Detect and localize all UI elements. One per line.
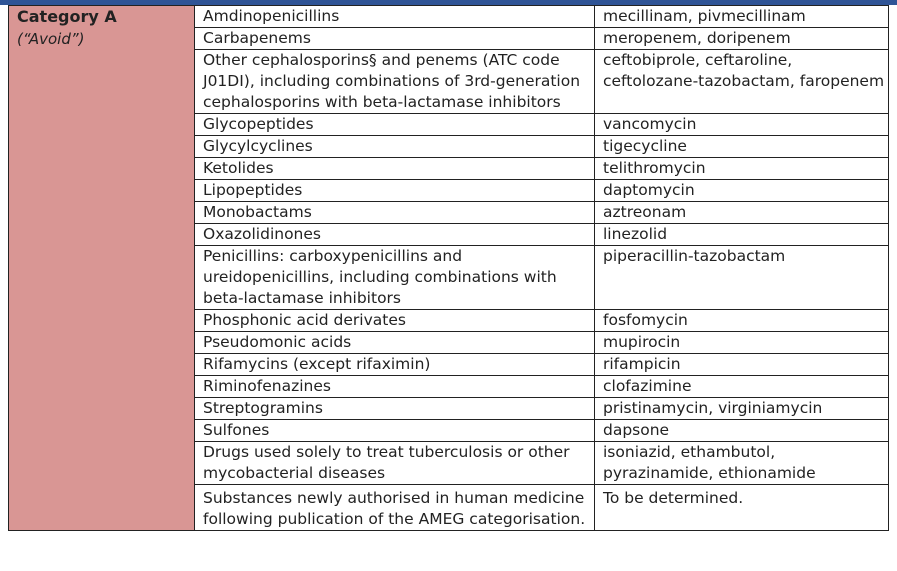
table-body <box>9 6 889 531</box>
class-cell: Glycopeptides <box>195 114 595 136</box>
substances-cell: rifampicin <box>595 354 889 376</box>
category-cell <box>9 6 195 531</box>
substances-cell: telithromycin <box>595 158 889 180</box>
substances-cell: mecillinam, pivmecillinam <box>595 6 889 28</box>
class-cell: Oxazolidinones <box>195 224 595 246</box>
class-cell: Monobactams <box>195 202 595 224</box>
class-cell: Riminofenazines <box>195 376 595 398</box>
substances-cell: meropenem, doripenem <box>595 28 889 50</box>
class-cell: Ketolides <box>195 158 595 180</box>
substances-cell: isoniazid, ethambutol, pyrazinamide, ethionamide <box>595 442 889 485</box>
substances-cell: mupirocin <box>595 332 889 354</box>
substances-cell: piperacillin-tazobactam <box>595 246 889 310</box>
substances-cell: pristinamycin, virginiamycin <box>595 398 889 420</box>
class-cell: Pseudomonic acids <box>195 332 595 354</box>
class-cell: Drugs used solely to treat tuberculosis or other mycobacterial diseases <box>195 442 595 485</box>
substances-cell: To be determined. <box>595 485 889 531</box>
substances-cell: clofazimine <box>595 376 889 398</box>
class-cell: Carbapenems <box>195 28 595 50</box>
category-a-table <box>8 5 889 531</box>
class-cell: Penicillins: carboxypenicillins and ureidopenicillins, including combinations with beta-lactamase inhibitors <box>195 246 595 310</box>
substances-cell: ceftobiprole, ceftaroline, ceftolozane-tazobactam, faropenem <box>595 50 889 114</box>
substances-cell: dapsone <box>595 420 889 442</box>
substances-cell: vancomycin <box>595 114 889 136</box>
class-cell: Glycylcyclines <box>195 136 595 158</box>
class-cell: Amdinopenicillins <box>195 6 595 28</box>
class-cell: Substances newly authorised in human medicine following publication of the AMEG categorisation. <box>195 485 595 531</box>
class-cell: Lipopeptides <box>195 180 595 202</box>
substances-cell: linezolid <box>595 224 889 246</box>
category-subtitle: (“Avoid”) <box>17 30 85 48</box>
substances-cell: daptomycin <box>595 180 889 202</box>
category-title: Category A <box>17 7 117 26</box>
class-cell: Sulfones <box>195 420 595 442</box>
substances-cell: aztreonam <box>595 202 889 224</box>
table-row <box>9 6 889 28</box>
class-cell: Other cephalosporins§ and penems (ATC code J01DI), including combinations of 3rd-generation cephalosporins with beta-lactamase inhibitors <box>195 50 595 114</box>
class-cell: Phosphonic acid derivates <box>195 310 595 332</box>
class-cell: Streptogramins <box>195 398 595 420</box>
class-cell: Rifamycins (except rifaximin) <box>195 354 595 376</box>
substances-cell: tigecycline <box>595 136 889 158</box>
substances-cell: fosfomycin <box>595 310 889 332</box>
